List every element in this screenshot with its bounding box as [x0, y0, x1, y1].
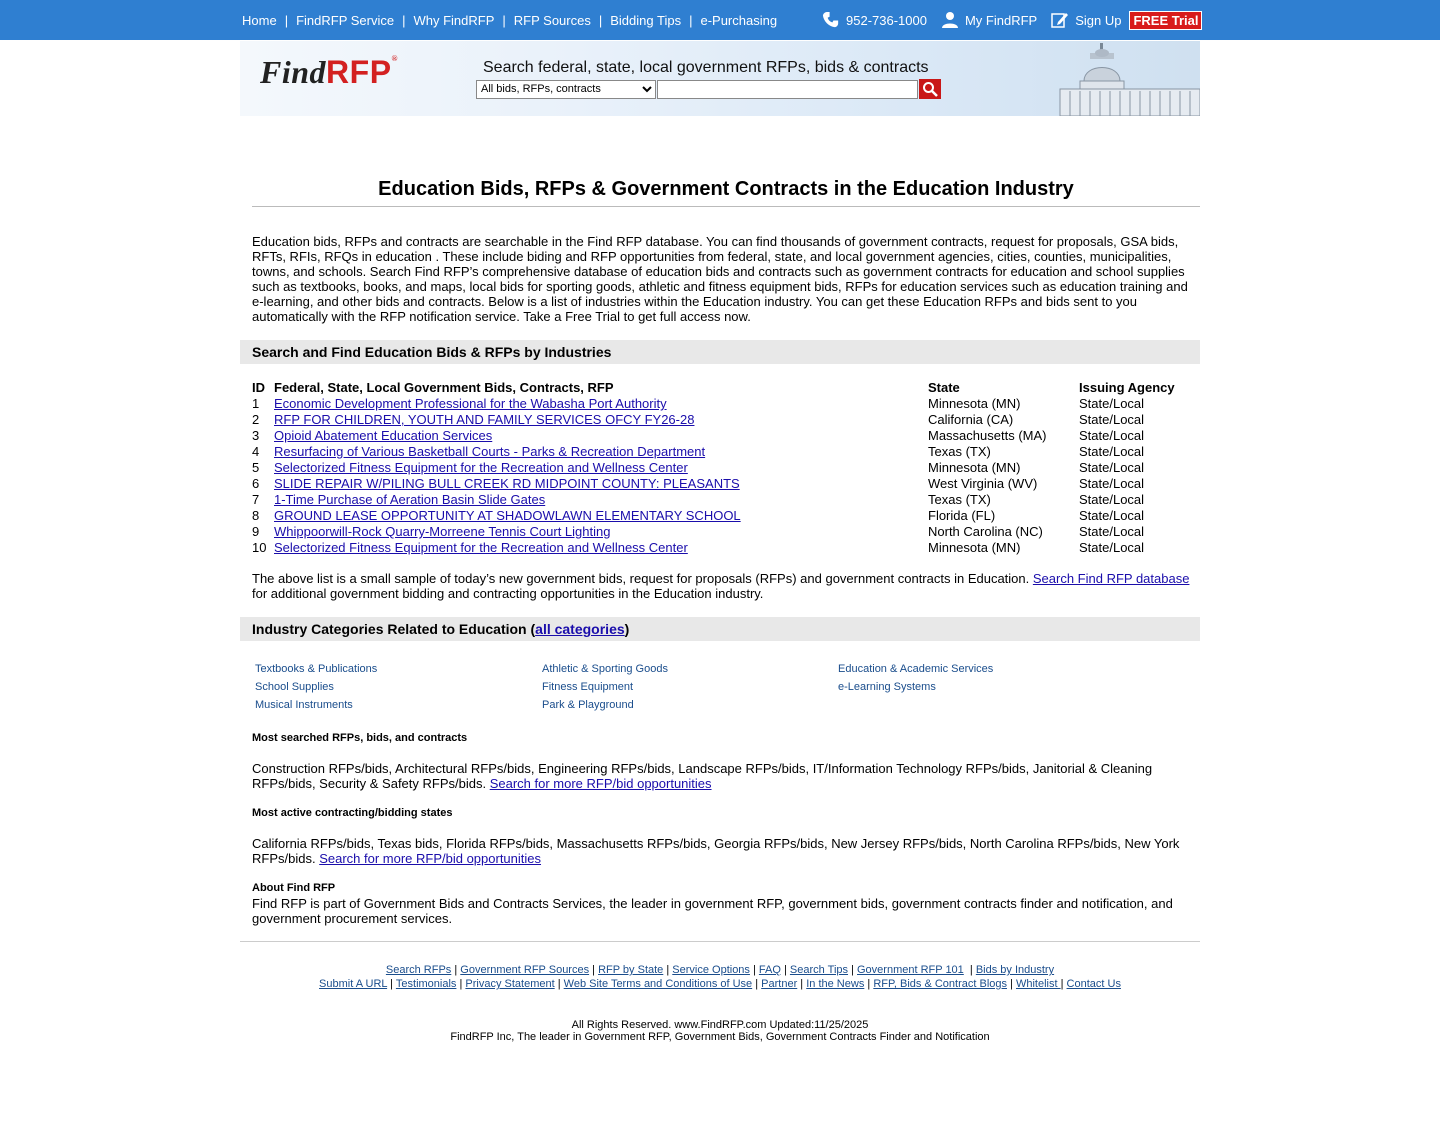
search-title: Search federal, state, local government RFPs, bids & contracts — [483, 59, 929, 76]
bid-title-link[interactable]: GROUND LEASE OPPORTUNITY AT SHADOWLAWN ELEMENTARY SCHOOL — [274, 508, 741, 523]
my-findrfp-link[interactable]: My FindRFP — [964, 12, 1038, 28]
bid-state: Minnesota (MN) — [928, 396, 1021, 411]
search-more-link[interactable]: Search for more RFP/bid opportunities — [489, 776, 712, 791]
bid-state: North Carolina (NC) — [928, 524, 1043, 539]
categories-heading-text: Industry Categories Related to Education ( — [252, 621, 536, 637]
footer-links-row-2: Submit A URL | Testimonials | Privacy Statement | Web Site Terms and Conditions of Use | Partner | In the News | RFP, Bids & Contract Blogs | Whitelist | Contact Us — [319, 978, 1121, 990]
bid-agency: State/Local — [1079, 412, 1145, 427]
category-link[interactable]: e-Learning Systems — [838, 681, 936, 693]
bid-state: California (CA) — [928, 412, 1014, 427]
active-states-heading: Most active contracting/bidding states — [252, 807, 453, 819]
findrfp-logo[interactable] — [260, 54, 398, 91]
nav-why-findrfp[interactable]: Why FindRFP — [413, 12, 495, 28]
most-searched-text: Construction RFPs/bids, Architectural RFPs/bids, Engineering RFPs/bids, Landscape RFPs/bids, IT/Information Technology RFPs/bids, Janitorial & Cleaning RFPs/bids, Security & Safety RFPs/bids. — [252, 761, 1153, 791]
bids-table — [252, 380, 1189, 556]
title-divider — [252, 206, 1200, 207]
col-header-state: State — [928, 380, 960, 395]
category-link[interactable]: Park & Playground — [542, 699, 634, 711]
footer-link[interactable]: Search RFPs — [385, 964, 452, 976]
category-link[interactable]: Education & Academic Services — [838, 663, 994, 675]
nav-rfp-sources[interactable]: RFP Sources — [513, 12, 591, 28]
logo-find: Find — [260, 54, 327, 90]
footer-link[interactable]: Testimonials — [395, 978, 457, 990]
footer-link[interactable]: Bids by Industry — [975, 964, 1055, 976]
edit-icon — [1051, 11, 1069, 29]
sample-note — [252, 571, 1192, 601]
bid-id: 5 — [252, 460, 260, 475]
sample-note-text: The above list is a small sample of today’s new government bids, request for proposals (RFPs) and government contracts in Education. — [252, 571, 1033, 586]
search-form — [476, 79, 941, 99]
table-row — [252, 428, 1189, 444]
sign-up-link[interactable]: Sign Up — [1075, 12, 1122, 28]
bid-state: Texas (TX) — [928, 492, 991, 507]
search-icon — [922, 81, 938, 97]
category-link[interactable]: School Supplies — [255, 681, 334, 693]
bid-id: 1 — [252, 396, 260, 411]
table-row — [252, 396, 1189, 412]
bid-id: 9 — [252, 524, 260, 539]
bid-state: Florida (FL) — [928, 508, 996, 523]
bid-id: 6 — [252, 476, 260, 491]
footer-link[interactable]: Service Options — [672, 964, 750, 976]
bid-agency: State/Local — [1079, 476, 1145, 491]
table-row — [252, 492, 1189, 508]
table-row — [252, 476, 1189, 492]
top-navigation-bar — [0, 0, 1440, 40]
section-header-industries: Search and Find Education Bids & RFPs by Industries — [240, 340, 1200, 364]
intro-paragraph: Education bids, RFPs and contracts are searchable in the Find RFP database. You can find thousands of government contracts, request for proposals, GSA bids, RFTs, RFIs, RFQs in education . These include biding and RFP opportunities from federal, state, and local government agencies, cities, counties, municipalities, towns, and schools. Search Find RFP’s comprehensive database of education bids and contracts such as government contracts for education and school supplies such as textbooks, books, and maps, local bids for sporting goods, athletic and fitness equipment bids, RFPs for education services such as education training and e-learning, and other bids and contracts. Below is a list of industries within the Education industry. You can get these Education RFPs and bids sent to you automatically with the RFP notification service. Take a Free Trial to get full access now. — [252, 234, 1188, 324]
footer-links-row-1: Search RFPs | Government RFP Sources | RFP by State | Service Options | FAQ | Search Tips | Government RFP 101 | Bids by Industry — [385, 964, 1055, 976]
footer-link[interactable]: Submit A URL — [319, 978, 388, 990]
bid-agency: State/Local — [1079, 524, 1145, 539]
bid-agency: State/Local — [1079, 492, 1145, 507]
category-link[interactable]: Musical Instruments — [255, 699, 353, 711]
search-button[interactable] — [919, 79, 941, 99]
capitol-building-image — [1040, 41, 1200, 116]
footer-divider — [240, 941, 1200, 942]
bid-id: 8 — [252, 508, 260, 523]
main-menu — [242, 0, 777, 40]
col-header-agency: Issuing Agency — [1079, 380, 1175, 395]
account-menu — [822, 0, 1202, 40]
bid-agency: State/Local — [1079, 540, 1145, 555]
category-column-1 — [255, 660, 377, 714]
about-heading: About Find RFP — [252, 882, 336, 894]
categories-heading-close: ) — [624, 621, 630, 637]
nav-separator: | — [402, 12, 406, 28]
active-states-text: California RFPs/bids, Texas bids, Florida RFPs/bids, Massachusetts RFPs/bids, Georgia RFPs/bids, New Jersey RFPs/bids, North Carolina RFPs/bids, New York RFPs/bids. — [252, 836, 1180, 866]
search-database-link[interactable]: Search Find RFP database — [1032, 571, 1190, 586]
bid-title-link[interactable]: 1-Time Purchase of Aeration Basin Slide Gates — [274, 492, 546, 507]
active-states-paragraph — [252, 836, 1192, 866]
footer-link[interactable]: Privacy Statement — [465, 978, 555, 990]
bid-title-link[interactable]: Opioid Abatement Education Services — [274, 428, 493, 443]
footer-link[interactable]: Whitelist — [1015, 978, 1061, 990]
col-header-title: Federal, State, Local Government Bids, Contracts, RFP — [274, 380, 614, 395]
table-row — [252, 444, 1189, 460]
bid-state: Minnesota (MN) — [928, 460, 1021, 475]
footer-link[interactable]: RFP by State — [598, 964, 664, 976]
footer-link[interactable]: Government RFP 101 — [857, 964, 964, 976]
nav-findrfp-service[interactable]: FindRFP Service — [296, 12, 395, 28]
bid-state: Massachusetts (MA) — [928, 428, 1047, 443]
bid-title-link[interactable]: Whippoorwill-Rock Quarry-Morreene Tennis Court Lighting — [274, 524, 611, 539]
nav-bidding-tips[interactable]: Bidding Tips — [610, 12, 682, 28]
nav-separator: | — [284, 12, 289, 28]
logo-registered: ® — [391, 54, 399, 63]
table-row — [252, 460, 1189, 476]
bid-title-link[interactable]: Economic Development Professional for the Wabasha Port Authority — [274, 396, 667, 411]
bid-agency: State/Local — [1079, 428, 1145, 443]
free-trial-button[interactable]: FREE Trial — [1129, 11, 1202, 30]
user-icon — [941, 11, 959, 29]
copyright-text: All Rights Reserved. www.FindRFP.com Updated:11/25/2025 — [571, 1019, 869, 1031]
category-link[interactable]: Textbooks & Publications — [255, 663, 378, 675]
logo-rfp: RFP — [326, 54, 392, 90]
bid-agency: State/Local — [1079, 460, 1145, 475]
phone-number[interactable]: 952-736-1000 — [846, 12, 927, 28]
search-scope-select[interactable] — [476, 80, 656, 99]
bid-state: West Virginia (WV) — [928, 476, 1038, 491]
bid-title-link[interactable]: Selectorized Fitness Equipment for the Recreation and Wellness Center — [274, 540, 688, 555]
most-searched-heading: Most searched RFPs, bids, and contracts — [252, 732, 468, 744]
bid-agency: State/Local — [1079, 396, 1145, 411]
nav-separator: | — [502, 12, 506, 28]
table-row — [252, 412, 1189, 428]
footer-link[interactable]: Government RFP Sources — [460, 964, 590, 976]
search-more-link[interactable]: Search for more RFP/bid opportunities — [319, 851, 542, 866]
footer-link[interactable]: Search Tips — [789, 964, 849, 976]
bid-id: 7 — [252, 492, 260, 507]
nav-separator: | — [689, 12, 693, 28]
table-header-row — [252, 380, 1189, 396]
nav-home[interactable]: Home — [242, 12, 277, 28]
header-banner — [240, 41, 1200, 116]
most-searched-paragraph — [252, 761, 1192, 791]
category-column-3 — [838, 660, 993, 696]
footer-tagline: FindRFP Inc, The leader in Government RFP, Government Bids, Government Contracts Finder and Notification — [450, 1031, 990, 1043]
about-paragraph: Find RFP is part of Government Bids and Contracts Services, the leader in government RFP, government bids, government contracts finder and notification, and government procurement services. — [252, 896, 1173, 926]
section-header-categories — [240, 617, 1200, 641]
bid-id: 2 — [252, 412, 260, 427]
nav-separator: | — [598, 12, 603, 28]
bid-id: 10 — [252, 540, 267, 555]
sample-note-tail: for additional government bidding and contracting opportunities in the Education industry. — [252, 586, 764, 601]
table-row — [252, 540, 1189, 556]
footer-link[interactable]: FAQ — [758, 964, 781, 976]
footer-link[interactable]: In the News — [806, 978, 865, 990]
page-title: Education Bids, RFPs & Government Contracts in the Education Industry — [378, 178, 1074, 200]
col-header-id: ID — [252, 380, 265, 395]
bid-title-link[interactable]: Selectorized Fitness Equipment for the Recreation and Wellness Center — [274, 460, 688, 475]
footer-link[interactable]: Web Site Terms and Conditions of Use — [563, 978, 753, 990]
category-column-2 — [542, 660, 668, 714]
bid-title-link[interactable]: Resurfacing of Various Basketball Courts - Parks & Recreation Department — [274, 444, 706, 459]
category-link[interactable]: Fitness Equipment — [542, 681, 634, 693]
bid-agency: State/Local — [1079, 444, 1145, 459]
all-categories-link[interactable]: all categories — [535, 621, 625, 637]
footer-link[interactable]: Contact Us — [1066, 978, 1121, 990]
bid-id: 4 — [252, 444, 260, 459]
bid-title-link[interactable]: SLIDE REPAIR W/PILING BULL CREEK RD MIDPOINT COUNTY: PLEASANTS — [274, 476, 740, 491]
category-link[interactable]: Athletic & Sporting Goods — [542, 663, 668, 675]
footer-link[interactable]: RFP, Bids & Contract Blogs — [873, 978, 1007, 990]
bid-state: Texas (TX) — [928, 444, 991, 459]
phone-icon — [822, 11, 840, 29]
footer-link[interactable]: Partner — [761, 978, 798, 990]
nav-e-purchasing[interactable]: e-Purchasing — [700, 12, 778, 28]
bid-id: 3 — [252, 428, 260, 443]
table-row — [252, 508, 1189, 524]
bid-title-link[interactable]: RFP FOR CHILDREN, YOUTH AND FAMILY SERVICES OFCY FY26-28 — [274, 412, 695, 427]
table-row — [252, 524, 1189, 540]
bid-agency: State/Local — [1079, 508, 1145, 523]
bid-state: Minnesota (MN) — [928, 540, 1021, 555]
search-input[interactable] — [657, 80, 918, 99]
